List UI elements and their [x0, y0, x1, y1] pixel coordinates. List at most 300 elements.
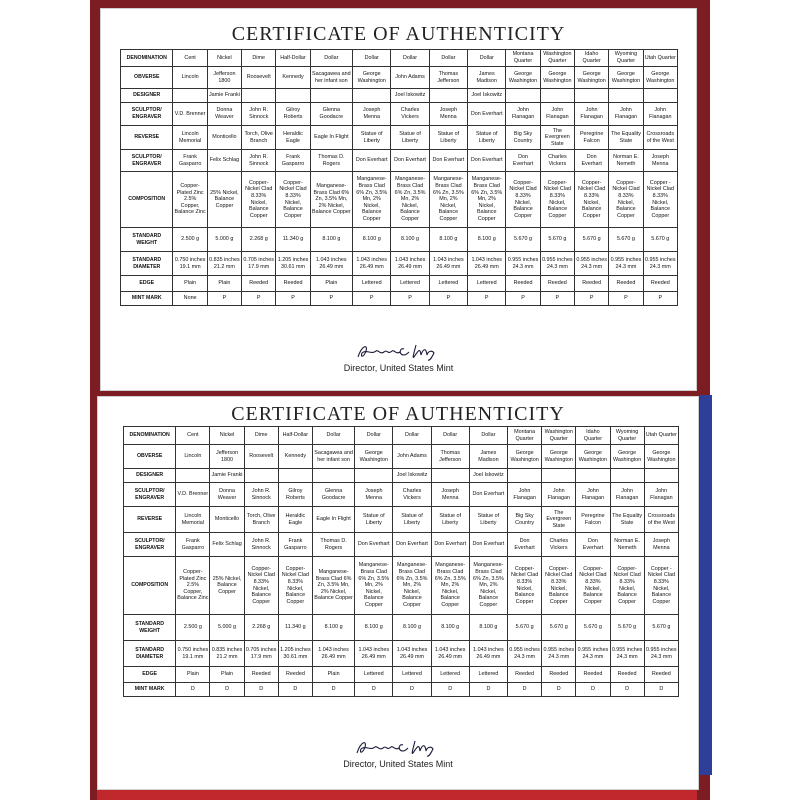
table-cell: Lettered	[468, 276, 506, 292]
row-header: COMPOSITION	[121, 172, 173, 228]
table-cell: Copper-Nickel Clad 8.33% Nickel, Balance Copper	[540, 172, 574, 228]
table-cell: Statue of Liberty	[469, 507, 507, 533]
table-cell: 8.100 g	[468, 228, 506, 252]
table-cell: D	[431, 683, 469, 697]
table-cell: 5.670 g	[610, 615, 644, 641]
table-cell: Idaho Quarter	[576, 427, 610, 445]
row-header: MINT MARK	[124, 683, 176, 697]
table-cell: 8.100 g	[310, 228, 352, 252]
table-cell	[508, 469, 542, 483]
table-cell: Copper-Nickel Clad 8.33% Nickel, Balance Copper	[542, 557, 576, 615]
table-cell: D	[576, 683, 610, 697]
table-cell: Joel Iskowitz	[468, 89, 506, 103]
signature-block	[98, 737, 698, 769]
table-cell: 2.500 g	[173, 228, 207, 252]
table-cell: 0.705 inches 17.9 mm	[242, 252, 276, 276]
table-cell: 8.100 g	[391, 228, 429, 252]
table-cell: Glenna Goodacre	[310, 103, 352, 126]
row-obverse	[121, 67, 678, 89]
table-cell: P	[643, 292, 677, 306]
table-cell: George Washington	[575, 67, 609, 89]
table-cell: Don Everhart	[576, 533, 610, 557]
table-cell: Crossroads of the West	[644, 507, 678, 533]
table-cell: George Washington	[643, 67, 677, 89]
table-cell: Statue of Liberty	[431, 507, 469, 533]
table-cell: None	[173, 292, 207, 306]
table-cell: Don Everhart	[469, 533, 507, 557]
row-header: DESIGNER	[121, 89, 173, 103]
table-cell	[278, 469, 312, 483]
table-cell: D	[278, 683, 312, 697]
table-cell: D	[210, 683, 244, 697]
table-cell: George Washington	[506, 67, 540, 89]
table-cell: 8.100 g	[312, 615, 354, 641]
table-cell: Lincoln	[176, 445, 210, 469]
table-cell: Reeded	[609, 276, 643, 292]
table-cell: Lettered	[353, 276, 391, 292]
table-cell: Dollar	[431, 427, 469, 445]
table-cell: Copper-Nickel Clad 8.33% Nickel, Balance Copper	[244, 557, 278, 615]
table-cell: Gilroy Roberts	[278, 483, 312, 507]
table-cell: Copper-Nickel Clad 8.33% Nickel, Balance Copper	[508, 557, 542, 615]
table-cell: Montana Quarter	[506, 50, 540, 67]
table-cell	[355, 469, 393, 483]
table-cell: Kennedy	[276, 67, 310, 89]
table-cell: Crossroads of the West	[643, 126, 677, 150]
table-cell: 5.670 g	[508, 615, 542, 641]
table-cell: Utah Quarter	[643, 50, 677, 67]
signature-image	[353, 737, 443, 759]
table-cell: Torch, Olive Branch	[242, 126, 276, 150]
table-cell: Plain	[310, 276, 352, 292]
table-cell: Frank Gasparro	[278, 533, 312, 557]
table-cell: Jefferson 1800	[210, 445, 244, 469]
row-header: COMPOSITION	[124, 557, 176, 615]
table-cell: 1.043 inches 26.49 mm	[429, 252, 467, 276]
table-cell: George Washington	[508, 445, 542, 469]
table-cell: Joel Iskowitz	[393, 469, 431, 483]
table-cell: Joseph Menna	[644, 533, 678, 557]
table-cell: Copper-Nickel Clad 8.33% Nickel, Balance Copper	[506, 172, 540, 228]
table-cell: Norman E. Nemeth	[609, 150, 643, 172]
row-header: REVERSE	[121, 126, 173, 150]
row-reverse	[124, 507, 679, 533]
table-cell: P	[429, 292, 467, 306]
table-cell: 0.955 inches 24.3 mm	[643, 252, 677, 276]
table-cell: Plain	[207, 276, 241, 292]
table-cell: James Madison	[469, 445, 507, 469]
table-cell: Utah Quarter	[644, 427, 678, 445]
table-cell: Don Everhart	[506, 150, 540, 172]
table-cell: Manganese-Brass Clad 6% Zn, 3.5% Mn, 2% Nickel, Balance Copper	[431, 557, 469, 615]
row-header: SCULPTOR/ ENGRAVER	[124, 533, 176, 557]
table-cell	[610, 469, 644, 483]
table-cell: Manganese-Brass Clad 6% Zn, 3.5% Mn, 2% Nickel, Balance Copper	[391, 172, 429, 228]
table-cell	[276, 89, 310, 103]
table-cell: P	[391, 292, 429, 306]
row-obverse-sculptor	[124, 483, 679, 507]
table-cell: D	[244, 683, 278, 697]
certificate-title: CERTIFICATE OF AUTHENTICITY	[231, 23, 566, 45]
row-denomination	[124, 427, 679, 445]
table-cell: P	[575, 292, 609, 306]
table-cell: D	[610, 683, 644, 697]
table-cell: 2.268 g	[242, 228, 276, 252]
table-cell: D	[355, 683, 393, 697]
table-cell: Dollar	[393, 427, 431, 445]
signature-caption: Director, United States Mint	[343, 759, 453, 769]
table-cell: Gilroy Roberts	[276, 103, 310, 126]
row-header: MINT MARK	[121, 292, 173, 306]
table-cell: 8.100 g	[469, 615, 507, 641]
table-cell: 0.955 inches 24.3 mm	[506, 252, 540, 276]
table-cell: Monticello	[210, 507, 244, 533]
table-cell: Joel Iskowitz	[391, 89, 429, 103]
table-cell: Joseph Menna	[353, 103, 391, 126]
table-cell: Reeded	[575, 276, 609, 292]
table-cell: D	[393, 683, 431, 697]
table-cell: Thomas D. Rogers	[310, 150, 352, 172]
row-reverse-sculptor	[124, 533, 679, 557]
table-cell: 0.835 inches 21.2 mm	[207, 252, 241, 276]
row-header: DENOMINATION	[121, 50, 173, 67]
table-cell: Felix Schlag	[207, 150, 241, 172]
table-cell: Glenna Goodacre	[312, 483, 354, 507]
table-cell: Lettered	[393, 667, 431, 683]
table-cell: Don Everhart	[393, 533, 431, 557]
table-cell: Wyoming Quarter	[609, 50, 643, 67]
table-cell: Statue of Liberty	[393, 507, 431, 533]
table-cell: Statue of Liberty	[391, 126, 429, 150]
table-cell	[353, 89, 391, 103]
table-cell: The Evergreen State	[540, 126, 574, 150]
table-cell: Torch, Olive Branch	[244, 507, 278, 533]
table-cell: Eagle In Flight	[312, 507, 354, 533]
table-cell: Copper-Nickel Clad 8.33% Nickel, Balance Copper	[278, 557, 312, 615]
table-cell: Donna Weaver	[210, 483, 244, 507]
table-cell: 1.043 inches 26.49 mm	[469, 641, 507, 667]
table-cell: 11.340 g	[278, 615, 312, 641]
row-reverse	[121, 126, 678, 150]
table-cell: P	[353, 292, 391, 306]
row-edge	[124, 667, 679, 683]
table-cell: 25% Nickel, Balance Copper	[210, 557, 244, 615]
table-cell: Statue of Liberty	[468, 126, 506, 150]
row-obverse	[124, 445, 679, 469]
table-cell: 1.043 inches 26.49 mm	[312, 641, 354, 667]
table-cell: 8.100 g	[431, 615, 469, 641]
table-cell: 0.955 inches 24.3 mm	[610, 641, 644, 667]
table-cell: Dollar	[312, 427, 354, 445]
table-cell: Reeded	[506, 276, 540, 292]
table-cell: Reeded	[644, 667, 678, 683]
table-cell: Reeded	[244, 667, 278, 683]
table-cell: 5.670 g	[609, 228, 643, 252]
table-cell: 8.100 g	[393, 615, 431, 641]
table-cell: 0.750 inches 19.1 mm	[173, 252, 207, 276]
row-diameter	[121, 252, 678, 276]
row-header: OBVERSE	[124, 445, 176, 469]
row-header: SCULPTOR/ ENGRAVER	[124, 483, 176, 507]
table-cell: Manganese-Brass Clad 6% Zn, 3.5% Mn, 2% Nickel, Balance Copper	[468, 172, 506, 228]
table-cell	[429, 89, 467, 103]
table-cell: Jamie Franki	[210, 469, 244, 483]
table-cell: 0.955 inches 24.3 mm	[609, 252, 643, 276]
table-cell	[575, 89, 609, 103]
row-obverse-sculptor	[121, 103, 678, 126]
table-cell: Don Everhart	[468, 103, 506, 126]
table-cell: P	[242, 292, 276, 306]
table-cell: 5.670 g	[644, 615, 678, 641]
table-cell: Eagle In Flight	[310, 126, 352, 150]
table-cell: Don Everhart	[468, 150, 506, 172]
table-cell: D	[644, 683, 678, 697]
table-cell: Half-Dollar	[276, 50, 310, 67]
table-cell: Washington Quarter	[542, 427, 576, 445]
row-mint-mark	[121, 292, 678, 306]
folder-red-edge	[97, 790, 697, 800]
table-cell: Peregrine Falcon	[575, 126, 609, 150]
table-cell: Joseph Menna	[431, 483, 469, 507]
table-cell: Cent	[176, 427, 210, 445]
table-cell: John R. Sinnock	[244, 533, 278, 557]
table-cell: P	[276, 292, 310, 306]
table-cell: Lincoln Memorial	[173, 126, 207, 150]
table-cell: 8.100 g	[355, 615, 393, 641]
table-cell: Donna Weaver	[207, 103, 241, 126]
table-cell: Felix Schlag	[210, 533, 244, 557]
table-cell: Manganese-Brass Clad 6% Zn, 3.5% Mn, 2% Nickel, Balance Copper	[353, 172, 391, 228]
table-cell: John Flanagan	[643, 103, 677, 126]
row-header: DENOMINATION	[124, 427, 176, 445]
table-cell: Frank Gasparro	[276, 150, 310, 172]
table-cell: Cent	[173, 50, 207, 67]
table-cell: 0.955 inches 24.3 mm	[508, 641, 542, 667]
row-denomination	[121, 50, 678, 67]
table-cell: George Washington	[353, 67, 391, 89]
table-cell: Charles Vickers	[542, 533, 576, 557]
table-cell: Copper-Nickel Clad 8.33% Nickel, Balance Copper	[276, 172, 310, 228]
table-cell: John R. Sinnock	[244, 483, 278, 507]
table-cell: 25% Nickel, Balance Copper	[207, 172, 241, 228]
table-cell: 1.205 inches 30.61 mm	[276, 252, 310, 276]
table-cell	[242, 89, 276, 103]
table-cell: P	[609, 292, 643, 306]
table-cell: John Flanagan	[542, 483, 576, 507]
table-cell: Charles Vickers	[391, 103, 429, 126]
table-cell: John Flanagan	[609, 103, 643, 126]
table-cell: John Flanagan	[576, 483, 610, 507]
table-cell: Reeded	[610, 667, 644, 683]
table-cell: 2.500 g	[176, 615, 210, 641]
table-cell: The Equality State	[610, 507, 644, 533]
table-cell	[310, 89, 352, 103]
table-cell: Charles Vickers	[393, 483, 431, 507]
row-header: STANDARD DIAMETER	[124, 641, 176, 667]
table-cell: 11.340 g	[276, 228, 310, 252]
table-cell: Copper-Nickel Clad 8.33% Nickel, Balance Copper	[576, 557, 610, 615]
table-cell: 5.670 g	[540, 228, 574, 252]
table-cell: Don Everhart	[353, 150, 391, 172]
table-cell: Joel Iskowitz	[469, 469, 507, 483]
row-edge	[121, 276, 678, 292]
table-cell: 0.955 inches 24.3 mm	[644, 641, 678, 667]
table-cell: Nickel	[210, 427, 244, 445]
row-reverse-sculptor	[121, 150, 678, 172]
table-cell	[542, 469, 576, 483]
table-cell: Lincoln Memorial	[176, 507, 210, 533]
table-cell: Thomas Jefferson	[429, 67, 467, 89]
certificate-denver	[97, 396, 699, 790]
table-cell: Copper - Nickel Clad 8.33% Nickel, Balance Copper	[644, 557, 678, 615]
table-cell: 5.000 g	[210, 615, 244, 641]
table-cell: Sacagawea and her infant son	[312, 445, 354, 469]
table-cell: 5.000 g	[207, 228, 241, 252]
table-cell: P	[207, 292, 241, 306]
table-cell: Montana Quarter	[508, 427, 542, 445]
table-cell: Reeded	[276, 276, 310, 292]
table-cell: John Adams	[391, 67, 429, 89]
table-cell: Idaho Quarter	[575, 50, 609, 67]
table-cell: Kennedy	[278, 445, 312, 469]
table-cell: Reeded	[242, 276, 276, 292]
table-cell: Statue of Liberty	[355, 507, 393, 533]
table-cell: Reeded	[542, 667, 576, 683]
table-cell: Don Everhart	[469, 483, 507, 507]
row-weight	[124, 615, 679, 641]
table-cell: Reeded	[508, 667, 542, 683]
table-cell	[176, 469, 210, 483]
table-cell: Dollar	[310, 50, 352, 67]
row-mint-mark	[124, 683, 679, 697]
table-cell: Frank Gasparro	[176, 533, 210, 557]
table-cell: Lettered	[429, 276, 467, 292]
table-cell: John Flanagan	[540, 103, 574, 126]
table-cell: Peregrine Falcon	[576, 507, 610, 533]
row-header: SCULPTOR/ ENGRAVER	[121, 103, 173, 126]
table-cell: 1.205 inches 30.61 mm	[278, 641, 312, 667]
table-cell: Lettered	[355, 667, 393, 683]
table-cell	[506, 89, 540, 103]
table-cell: Copper-Nickel Clad 8.33% Nickel, Balance Copper	[609, 172, 643, 228]
table-cell: Dime	[244, 427, 278, 445]
table-cell: Reeded	[540, 276, 574, 292]
table-cell: 5.670 g	[575, 228, 609, 252]
table-cell: V.D. Brenner	[176, 483, 210, 507]
table-cell: Manganese-Brass Clad 6% Zn, 3.5% Mn, 2% Nickel, Balance Copper	[393, 557, 431, 615]
table-cell: P	[310, 292, 352, 306]
table-cell: 1.043 inches 26.49 mm	[355, 641, 393, 667]
signature-block	[101, 341, 696, 373]
table-cell: Thomas D. Rogers	[312, 533, 354, 557]
table-cell: Manganese-Brass Clad 6% Zn, 3.5% Mn, 2% Nickel, Balance Copper	[310, 172, 352, 228]
table-cell: 1.043 inches 26.49 mm	[431, 641, 469, 667]
certificate-table	[123, 426, 679, 697]
table-cell: George Washington	[644, 445, 678, 469]
table-cell: Frank Gasparro	[173, 150, 207, 172]
table-cell: 0.955 inches 24.3 mm	[542, 641, 576, 667]
table-cell: 1.043 inches 26.49 mm	[393, 641, 431, 667]
table-cell: Big Sky Country	[508, 507, 542, 533]
table-cell: Big Sky Country	[506, 126, 540, 150]
table-cell: Dollar	[353, 50, 391, 67]
row-header: REVERSE	[124, 507, 176, 533]
table-cell: Dollar	[429, 50, 467, 67]
table-cell: Dime	[242, 50, 276, 67]
table-cell: 0.750 inches 19.1 mm	[176, 641, 210, 667]
table-cell: Manganese-Brass Clad 6% Zn, 3.5% Mn, 2% Nickel, Balance Copper	[429, 172, 467, 228]
table-cell: Wyoming Quarter	[610, 427, 644, 445]
table-cell: Manganese-Brass Clad 6% Zn, 3.5% Mn, 2% Nickel, Balance Copper	[312, 557, 354, 615]
table-cell: Statue of Liberty	[353, 126, 391, 150]
table-cell: Reeded	[643, 276, 677, 292]
row-diameter	[124, 641, 679, 667]
table-cell: Manganese-Brass Clad 6% Zn, 3.5% Mn, 2% Nickel, Balance Copper	[469, 557, 507, 615]
row-designer	[121, 89, 678, 103]
table-cell: Statue of Liberty	[429, 126, 467, 150]
table-cell: Jamie Franki	[207, 89, 241, 103]
table-cell: John Flanagan	[506, 103, 540, 126]
row-weight	[121, 228, 678, 252]
table-cell: Heraldic Eagle	[276, 126, 310, 150]
certificate-table	[120, 49, 678, 306]
table-cell: John Flanagan	[610, 483, 644, 507]
row-composition	[121, 172, 678, 228]
table-cell: Norman E. Nemeth	[610, 533, 644, 557]
table-cell: Heraldic Eagle	[278, 507, 312, 533]
table-cell: Joseph Menna	[355, 483, 393, 507]
table-cell: Joseph Menna	[643, 150, 677, 172]
table-cell: D	[508, 683, 542, 697]
table-cell: George Washington	[609, 67, 643, 89]
row-designer	[124, 469, 679, 483]
table-cell: P	[506, 292, 540, 306]
table-cell: D	[312, 683, 354, 697]
table-cell: Don Everhart	[508, 533, 542, 557]
table-cell: 1.043 inches 26.49 mm	[353, 252, 391, 276]
table-cell: James Madison	[468, 67, 506, 89]
table-cell: P	[468, 292, 506, 306]
table-cell: Lettered	[469, 667, 507, 683]
row-header: SCULPTOR/ ENGRAVER	[121, 150, 173, 172]
table-cell: George Washington	[540, 67, 574, 89]
table-cell: Plain	[312, 667, 354, 683]
table-cell: Lettered	[391, 276, 429, 292]
folder-blue-edge	[700, 395, 712, 775]
table-cell	[576, 469, 610, 483]
table-cell: Thomas Jefferson	[431, 445, 469, 469]
row-header: EDGE	[124, 667, 176, 683]
table-cell: 8.100 g	[429, 228, 467, 252]
table-cell: Plain	[173, 276, 207, 292]
table-cell: Dollar	[469, 427, 507, 445]
table-cell: 2.268 g	[244, 615, 278, 641]
table-cell: John Adams	[393, 445, 431, 469]
table-cell: John Flanagan	[508, 483, 542, 507]
table-cell: Sacagawea and her infant son	[310, 67, 352, 89]
table-cell	[609, 89, 643, 103]
table-cell: D	[469, 683, 507, 697]
table-cell: 5.670 g	[576, 615, 610, 641]
table-cell: Roosevelt	[244, 445, 278, 469]
table-cell: 5.670 g	[643, 228, 677, 252]
signature-image	[354, 341, 444, 363]
table-cell: George Washington	[576, 445, 610, 469]
table-cell: John Flanagan	[575, 103, 609, 126]
table-cell: Plain	[210, 667, 244, 683]
table-cell: Washington Quarter	[540, 50, 574, 67]
table-cell: Copper - Nickel Clad 8.33% Nickel, Balance Copper	[643, 172, 677, 228]
